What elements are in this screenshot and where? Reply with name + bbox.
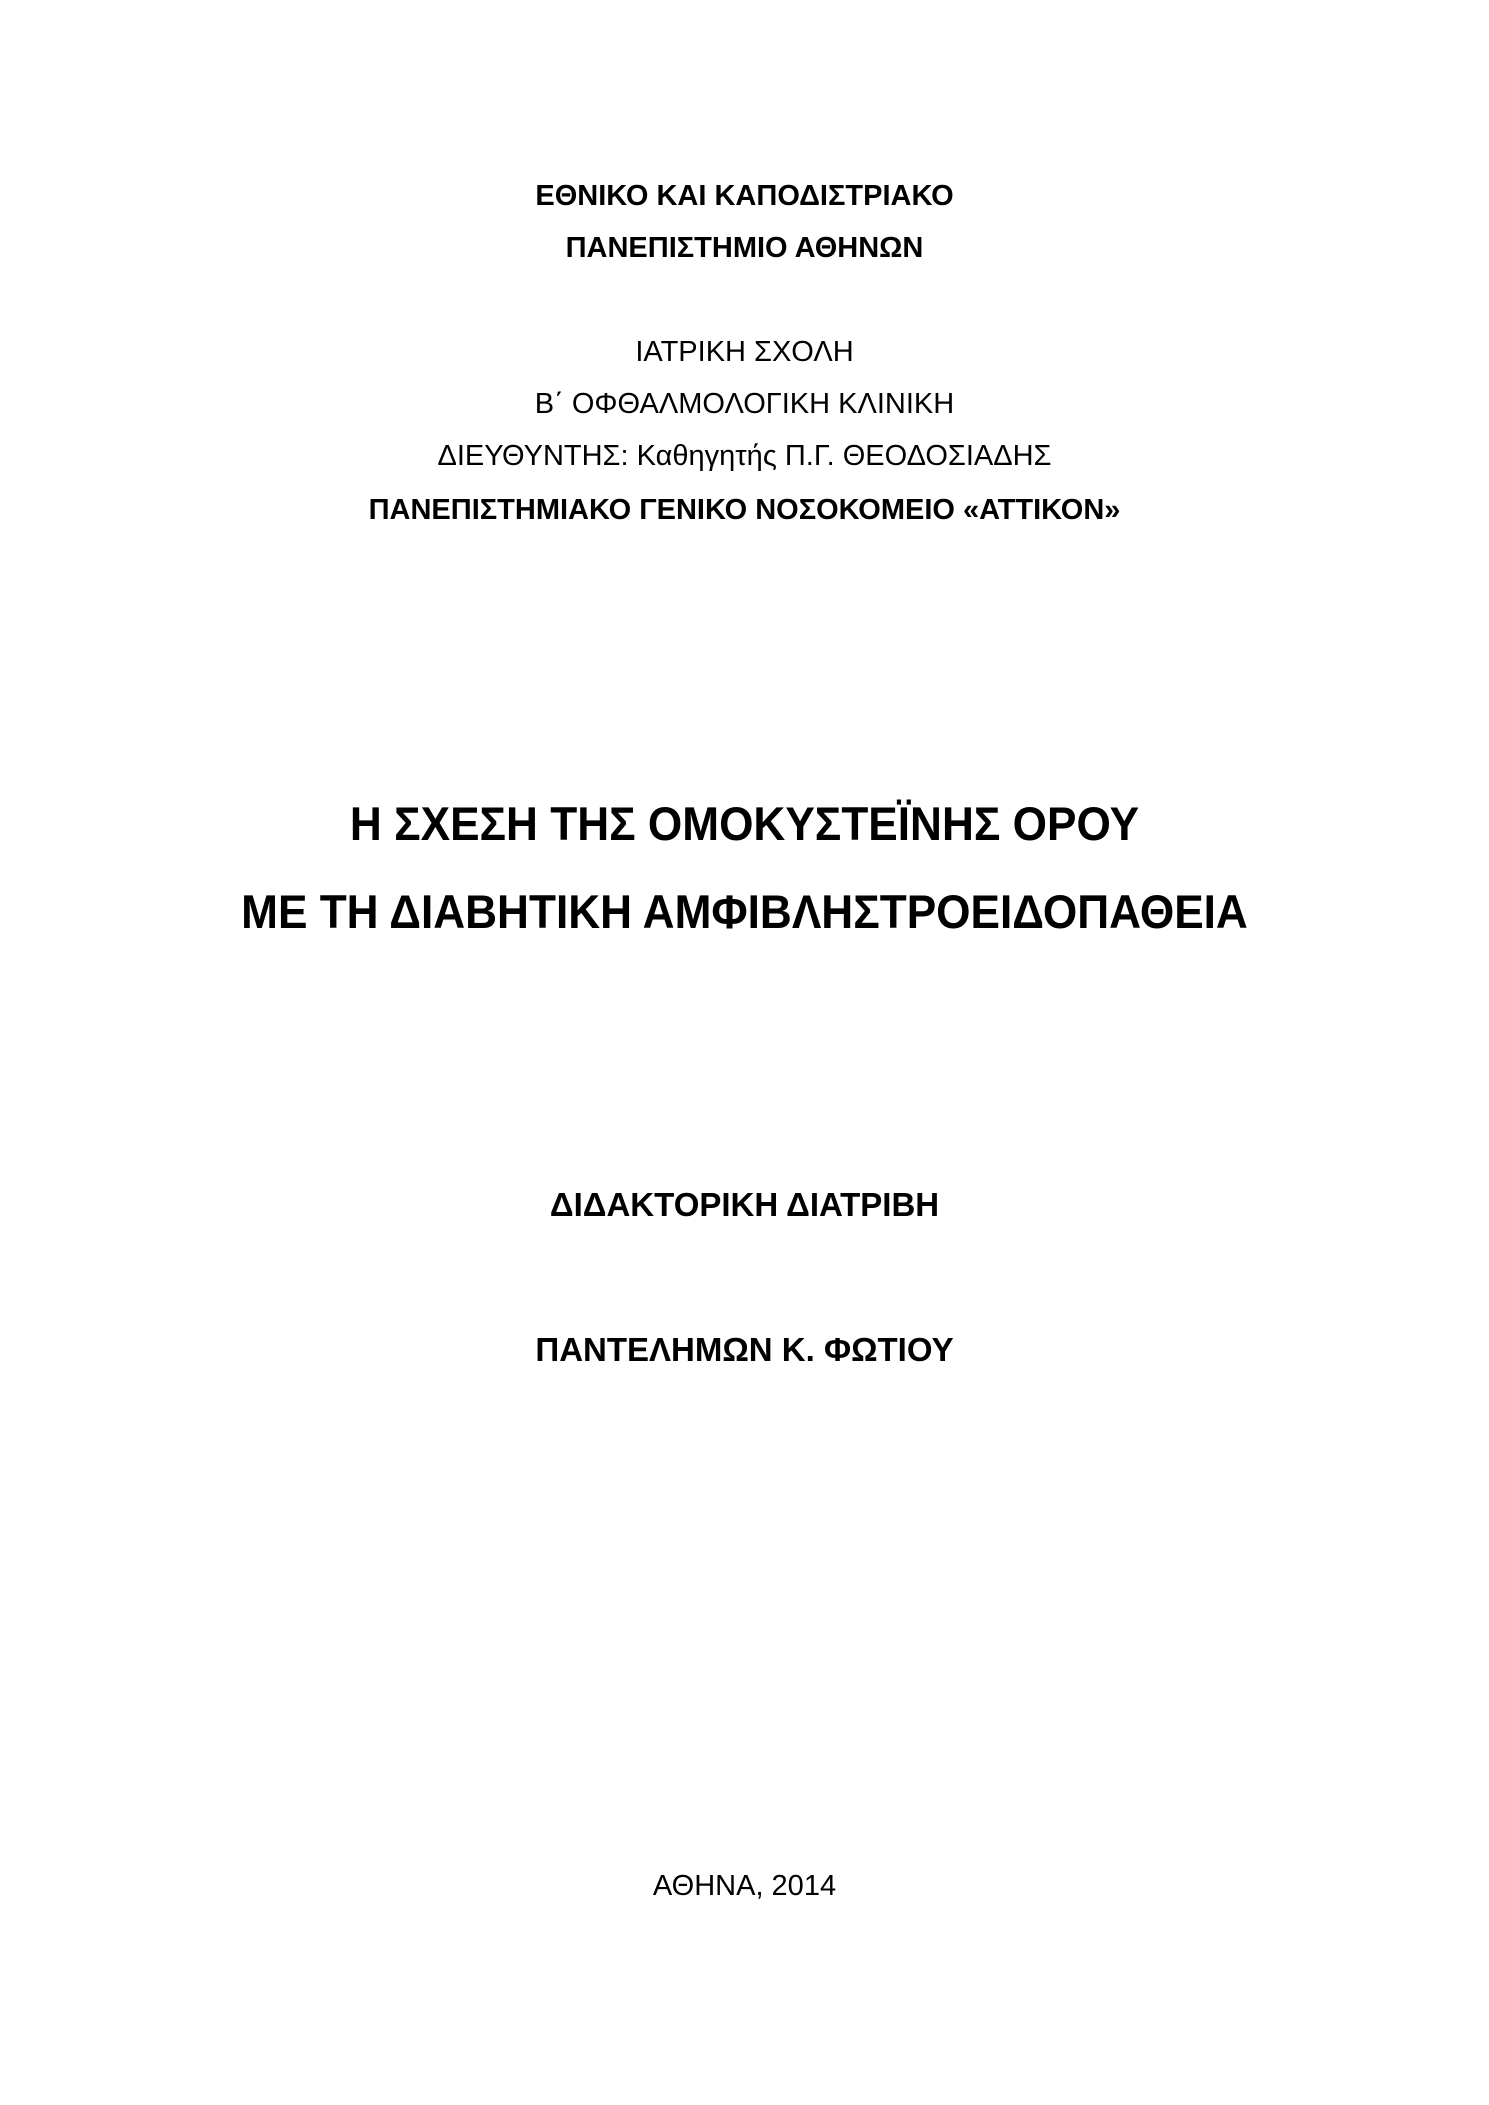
- document-type: ΔΙΔΑΚΤΟΡΙΚΗ ΔΙΑΤΡΙΒΗ: [549, 1186, 940, 1223]
- place-and-year: ΑΘΗΝΑ, 2014: [652, 1870, 837, 1902]
- university-name-line2: ΠΑΝΕΠΙΣΤΗΜΙΟ ΑΘΗΝΩΝ: [565, 232, 924, 264]
- school-name: ΙΑΤΡΙΚΗ ΣΧΟΛΗ: [635, 336, 854, 368]
- hospital-name: ΠΑΝΕΠΙΣΤΗΜΙΑΚΟ ΓΕΝΙΚΟ ΝΟΣΟΚΟΜΕΙΟ «ΑΤΤΙΚΟΝ»: [368, 494, 1121, 526]
- thesis-title-line1: Η ΣΧΕΣΗ ΤΗΣ ΟΜΟΚΥΣΤΕΪΝΗΣ ΟΡΟΥ: [349, 797, 1140, 850]
- author-name: ΠΑΝΤΕΛΗΜΩΝ Κ. ΦΩΤΙΟΥ: [535, 1331, 954, 1368]
- clinic-name: Β΄ ΟΦΘΑΛΜΟΛΟΓΙΚΗ ΚΛΙΝΙΚΗ: [534, 388, 955, 420]
- director-line: ΔΙΕΥΘΥΝΤΗΣ: Καθηγητής Π.Γ. ΘΕΟΔΟΣΙΑΔΗΣ: [437, 440, 1052, 472]
- university-name-line1: ΕΘΝΙΚΟ ΚΑΙ ΚΑΠΟΔΙΣΤΡΙΑΚΟ: [535, 180, 954, 212]
- thesis-title-line2: ΜΕ ΤΗ ΔΙΑΒΗΤΙΚΗ ΑΜΦΙΒΛΗΣΤΡΟΕΙΔΟΠΑΘΕΙΑ: [241, 885, 1248, 938]
